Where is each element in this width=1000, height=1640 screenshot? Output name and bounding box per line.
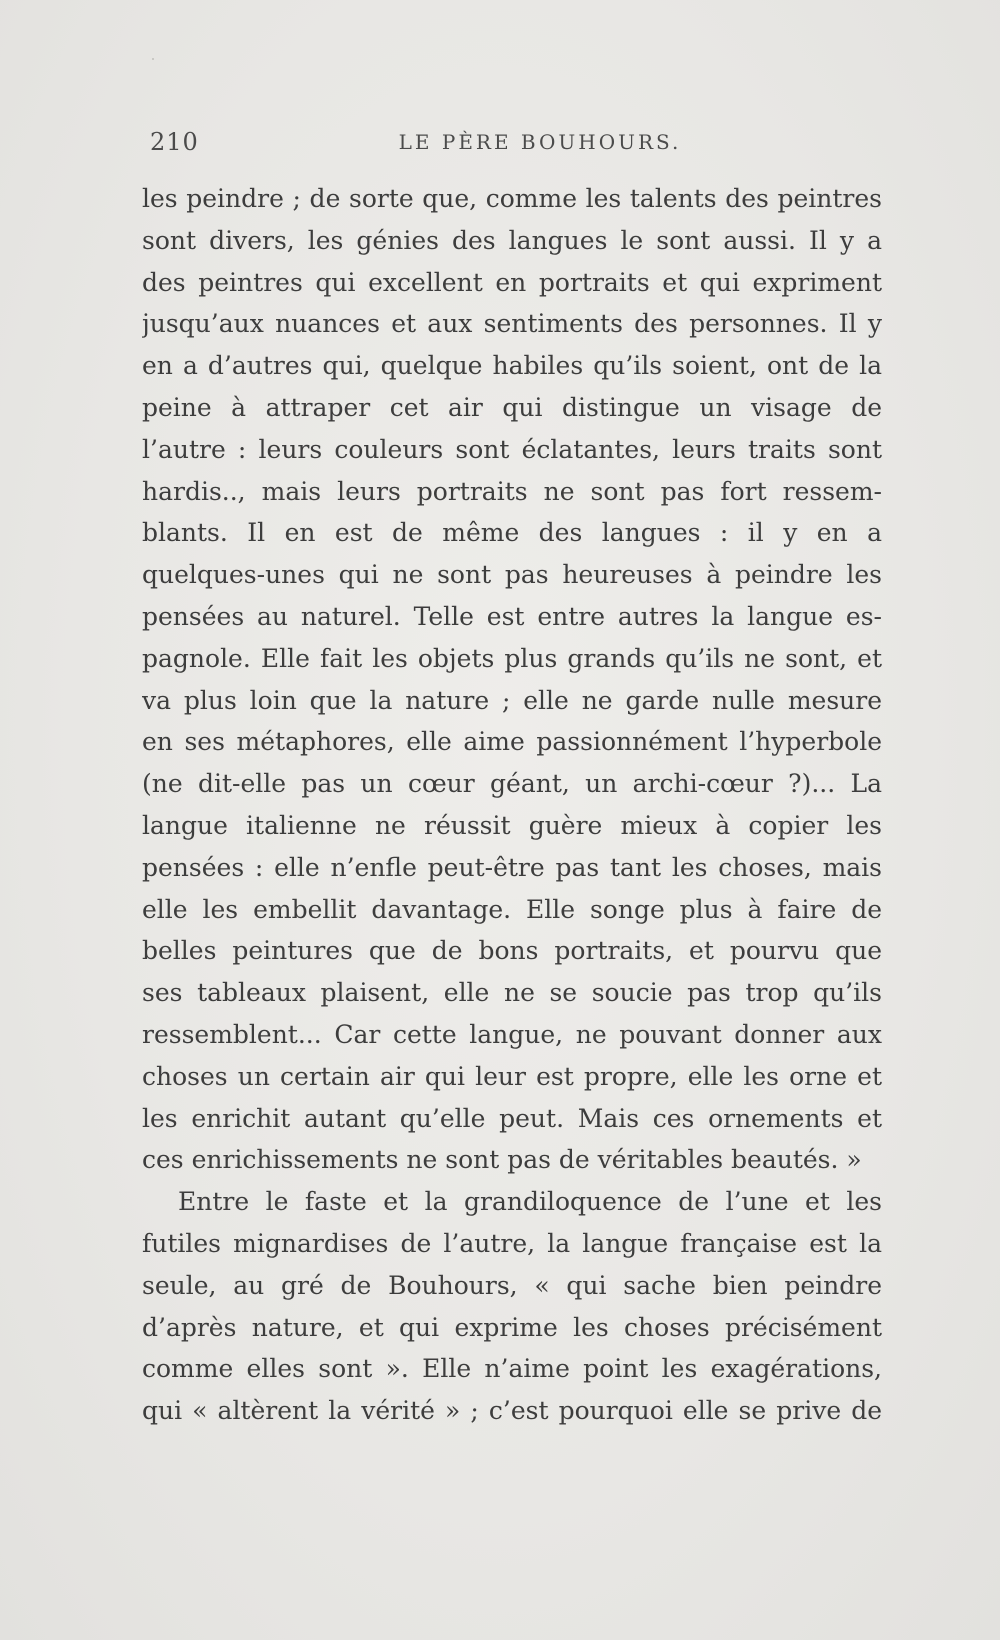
running-title: LE PÈRE BOUHOURS. bbox=[398, 130, 682, 154]
text-line: pensées : elle n’enfle peut-être pas tant les choses, mais bbox=[142, 852, 882, 882]
text-line: pagnole. Elle fait les objets plus grands qu’ils ne sont, et bbox=[142, 643, 882, 673]
text-line: les peindre ; de sorte que, comme les talents des peintres bbox=[142, 184, 882, 213]
text-line: blants. Il en est de même des langues : il y en a bbox=[142, 518, 882, 548]
text-line: quelques-unes qui ne sont pas heureuses à peindre les bbox=[142, 560, 882, 590]
text-line: belles peintures que de bons portraits, et pourvu que bbox=[142, 936, 882, 966]
text-line: sont divers, les génies des langues le sont aussi. Il y a bbox=[142, 225, 882, 255]
text-line: ressemblent... Car cette langue, ne pouvant donner aux bbox=[142, 1019, 882, 1049]
text-line: les enrichit autant qu’elle peut. Mais ces ornements et bbox=[142, 1103, 882, 1133]
text-line: futiles mignardises de l’autre, la langue française est la bbox=[142, 1228, 882, 1258]
page-number: 210 bbox=[150, 128, 199, 156]
text-line: jusqu’aux nuances et aux sentiments des personnes. Il y bbox=[142, 309, 882, 339]
paper-speck bbox=[152, 58, 154, 60]
text-line: comme elles sont ». Elle n’aime point les exagérations, bbox=[142, 1354, 882, 1384]
body-text bbox=[142, 178, 882, 1432]
text-line: en ses métaphores, elle aime passionnément l’hyperbole bbox=[142, 727, 882, 757]
text-line: hardis.., mais leurs portraits ne sont pas fort ressem- bbox=[142, 476, 882, 506]
page-header bbox=[150, 128, 890, 168]
text-line: ses tableaux plaisent, elle ne se soucie pas trop qu’ils bbox=[142, 978, 882, 1008]
text-line: langue italienne ne réussit guère mieux à copier les bbox=[142, 810, 882, 840]
paragraph-start-line: Entre le faste et la grandiloquence de l’une et les bbox=[178, 1187, 882, 1217]
paragraph-end-line: ces enrichissements ne sont pas de véritables beautés. » bbox=[142, 1145, 862, 1175]
text-line: qui « altèrent la vérité » ; c’est pourquoi elle se prive de bbox=[142, 1396, 882, 1426]
text-line: en a d’autres qui, quelque habiles qu’ils soient, ont de la bbox=[142, 351, 882, 381]
text-line: d’après nature, et qui exprime les choses précisément bbox=[142, 1312, 882, 1342]
text-line: (ne dit-elle pas un cœur géant, un archi-cœur ?)... La bbox=[142, 769, 882, 799]
text-line: choses un certain air qui leur est propre, elle les orne et bbox=[142, 1061, 882, 1091]
text-line: pensées au naturel. Telle est entre autres la langue es- bbox=[142, 601, 882, 631]
text-line: l’autre : leurs couleurs sont éclatantes, leurs traits sont bbox=[142, 434, 882, 464]
text-line: va plus loin que la nature ; elle ne garde nulle mesure bbox=[142, 685, 882, 715]
text-line: seule, au gré de Bouhours, « qui sache bien peindre bbox=[142, 1270, 882, 1300]
text-line: des peintres qui excellent en portraits et qui expriment bbox=[142, 267, 882, 297]
text-line: elle les embellit davantage. Elle songe plus à faire de bbox=[142, 894, 882, 924]
text-line: peine à attraper cet air qui distingue un visage de bbox=[142, 392, 882, 422]
